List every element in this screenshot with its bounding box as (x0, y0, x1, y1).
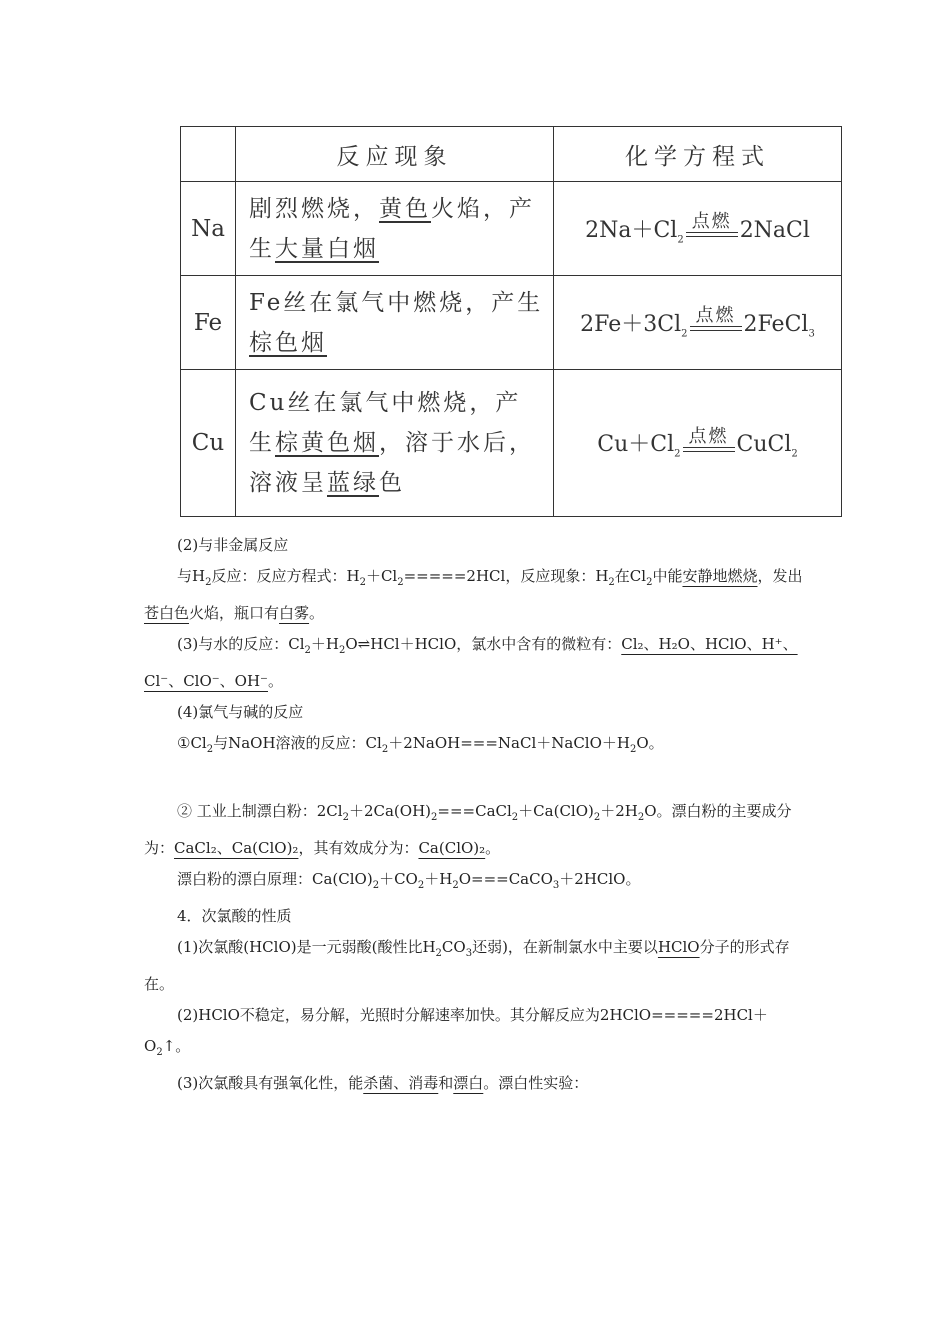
subscript: 2 (359, 577, 366, 588)
text: 与NaOH溶液的反应：Cl (213, 734, 382, 752)
subscript: 2 (372, 880, 380, 891)
answer-text: Cl₂、H₂O、HClO、H⁺、Cl⁻、ClO⁻、OH⁻ (144, 635, 798, 690)
paragraph (144, 629, 814, 697)
phenomenon-text: 剧烈燃烧， (249, 195, 379, 222)
text: 反应：反应方程式：H (211, 567, 360, 585)
subscript: 2 (206, 744, 214, 755)
table-header-empty (181, 127, 236, 182)
equation-reactants: Cu＋Cl (597, 432, 675, 458)
subscript: 3 (808, 328, 815, 339)
text: 分子的形式存在。 (144, 938, 790, 993)
spacer (144, 765, 814, 796)
subscript: 2 (791, 448, 798, 460)
subscript: 2 (342, 812, 349, 823)
paragraph (144, 796, 814, 864)
subscript: 2 (681, 328, 688, 339)
subscript: 2 (637, 812, 645, 823)
equation-products: 2NaCl (739, 217, 810, 243)
text: ①Cl (177, 734, 207, 752)
text: ＋Ca(ClO) (518, 802, 594, 820)
text: ＋Cl (365, 567, 398, 585)
text: ＋2Ca(OH) (348, 802, 432, 820)
reaction-condition (686, 212, 738, 245)
table-header-row (181, 127, 842, 182)
text: 在Cl (614, 567, 647, 585)
subscript: 2 (593, 812, 601, 823)
text: 。漂白性实验： (483, 1074, 589, 1092)
text: 。 (267, 672, 283, 690)
text: ，其有效成分为： (298, 839, 419, 857)
table-header-equation: 化学方程式 (554, 127, 842, 182)
answer-text: HClO (657, 938, 700, 956)
text: 和 (438, 1074, 454, 1092)
text: ＋H (310, 635, 339, 653)
chemical-equation (597, 427, 798, 460)
text: ＋2NaOH===NaCl＋NaClO＋H (388, 734, 630, 752)
subscript: 3 (552, 880, 560, 891)
phenomenon-cell (236, 182, 554, 276)
answer-text: 杀菌、消毒 (363, 1074, 439, 1092)
table-row (181, 182, 842, 276)
reaction-condition (683, 427, 735, 460)
equals-arrow (683, 447, 735, 452)
subscript: 2 (608, 577, 615, 588)
phenomenon-answer: 棕色烟 (249, 329, 327, 356)
subscript: 2 (674, 448, 681, 460)
metal-cell: Cu (181, 370, 236, 517)
subscript: 2 (431, 812, 438, 823)
text: ＋2H (600, 802, 638, 820)
phenomenon-answer: 黄色 (379, 195, 431, 222)
phenomenon-answer: 大量白烟 (275, 235, 379, 262)
text: CO (441, 938, 466, 956)
equals-arrow (690, 326, 742, 331)
text: O===CaCO (458, 870, 553, 888)
answer-text: 苍白色 (144, 604, 190, 622)
condition-text: 点燃 (688, 425, 729, 447)
section-heading: 4．次氯酸的性质 (177, 907, 292, 925)
text: ＋2HClO。 (559, 870, 641, 888)
body-text (144, 530, 814, 1099)
subscript: 2 (677, 234, 684, 245)
text: O⇌HCl＋HClO，氯水中含有的微粒有： (345, 635, 622, 653)
text: ↑。 (162, 1037, 191, 1055)
answer-text: 安静地燃烧 (682, 567, 758, 585)
metal-cell: Na (181, 182, 236, 276)
phenomenon-cell (236, 370, 554, 517)
table-row (181, 276, 842, 370)
subscript: 2 (304, 645, 311, 656)
text: 火焰，瓶口有 (189, 604, 280, 622)
equals-arrow (686, 232, 738, 237)
condition-text: 点燃 (695, 305, 736, 326)
subscript: 2 (205, 577, 212, 588)
phenomenon-answer: 蓝绿 (327, 470, 379, 496)
phenomenon-text: Fe丝在氯气中燃烧，产生 (249, 289, 544, 316)
equation-products: CuCl (736, 432, 792, 458)
paragraph (144, 561, 814, 629)
answer-text: 漂白 (453, 1074, 484, 1092)
section-heading: (2)与非金属反应 (177, 536, 289, 554)
text: =====2HCl，反应现象：H (403, 567, 609, 585)
text: 还弱)，在新制氯水中主要以 (472, 938, 658, 956)
text: (3)与水的反应：Cl (177, 635, 305, 653)
equation-reactants: 2Fe＋3Cl (580, 311, 682, 337)
subscript: 2 (646, 577, 653, 588)
reaction-condition (690, 306, 742, 339)
text: 。 (309, 604, 325, 622)
text: ，发出 (757, 567, 803, 585)
answer-text: 白雾 (279, 604, 310, 622)
phenomenon-text: ，溶于水后，溶液呈 (249, 430, 535, 496)
paragraph (144, 728, 814, 765)
equation-reactants: 2Na＋Cl (585, 217, 678, 243)
text: 与H (177, 567, 206, 585)
subscript: 2 (629, 744, 637, 755)
chemical-equation (580, 306, 815, 339)
table-header-phenomenon: 反应现象 (236, 127, 554, 182)
text: (3)次氯酸具有强氧化性，能 (177, 1074, 364, 1092)
answer-text: CaCl₂、Ca(ClO)₂ (174, 839, 299, 857)
equation-cell (554, 370, 842, 517)
text: 。 (485, 839, 501, 857)
phenomenon-text: Cu丝在氯气中燃烧，产生 (249, 390, 522, 456)
subscript: 2 (435, 948, 442, 959)
subscript: 2 (339, 645, 346, 656)
text: ② 工业上制漂白粉：2Cl (177, 802, 343, 820)
phenomenon-cell (236, 276, 554, 370)
reaction-table (180, 126, 842, 517)
subscript: 2 (452, 880, 459, 891)
phenomenon-text: 火焰，产生 (249, 195, 535, 262)
subscript: 2 (397, 577, 404, 588)
phenomenon-answer: 棕黄色烟 (275, 430, 379, 456)
metal-cell: Fe (181, 276, 236, 370)
table-row (181, 370, 842, 517)
subscript: 2 (156, 1047, 163, 1058)
text: 中能 (652, 567, 683, 585)
answer-text: Ca(ClO)₂ (418, 839, 486, 857)
text: O。漂白粉的主要成分为： (144, 802, 792, 857)
paragraph (144, 1068, 814, 1099)
section-heading: (4)氯气与碱的反应 (177, 703, 304, 721)
equation-cell (554, 182, 842, 276)
paragraph (144, 932, 814, 1000)
text: (1)次氯酸(HClO)是一元弱酸(酸性比H (177, 938, 436, 956)
text: O。 (636, 734, 664, 752)
paragraph (144, 864, 814, 901)
equation-products: 2FeCl (743, 311, 809, 337)
condition-text: 点燃 (691, 211, 732, 232)
subscript: 3 (465, 948, 473, 959)
equation-cell (554, 276, 842, 370)
text: ＋H (424, 870, 453, 888)
text: 漂白粉的漂白原理：Ca(ClO) (177, 870, 373, 888)
subscript: 2 (511, 812, 519, 823)
subscript: 2 (381, 744, 389, 755)
phenomenon-text: 色 (379, 470, 405, 496)
paragraph (144, 1000, 814, 1068)
text: ===CaCl (437, 802, 512, 820)
subscript: 2 (417, 880, 425, 891)
chemical-equation (585, 212, 810, 245)
text: ＋CO (379, 870, 418, 888)
text: (2)HClO不稳定，易分解，光照时分解速率加快。其分解反应为2HClO=====2HCl＋O (144, 1006, 768, 1055)
